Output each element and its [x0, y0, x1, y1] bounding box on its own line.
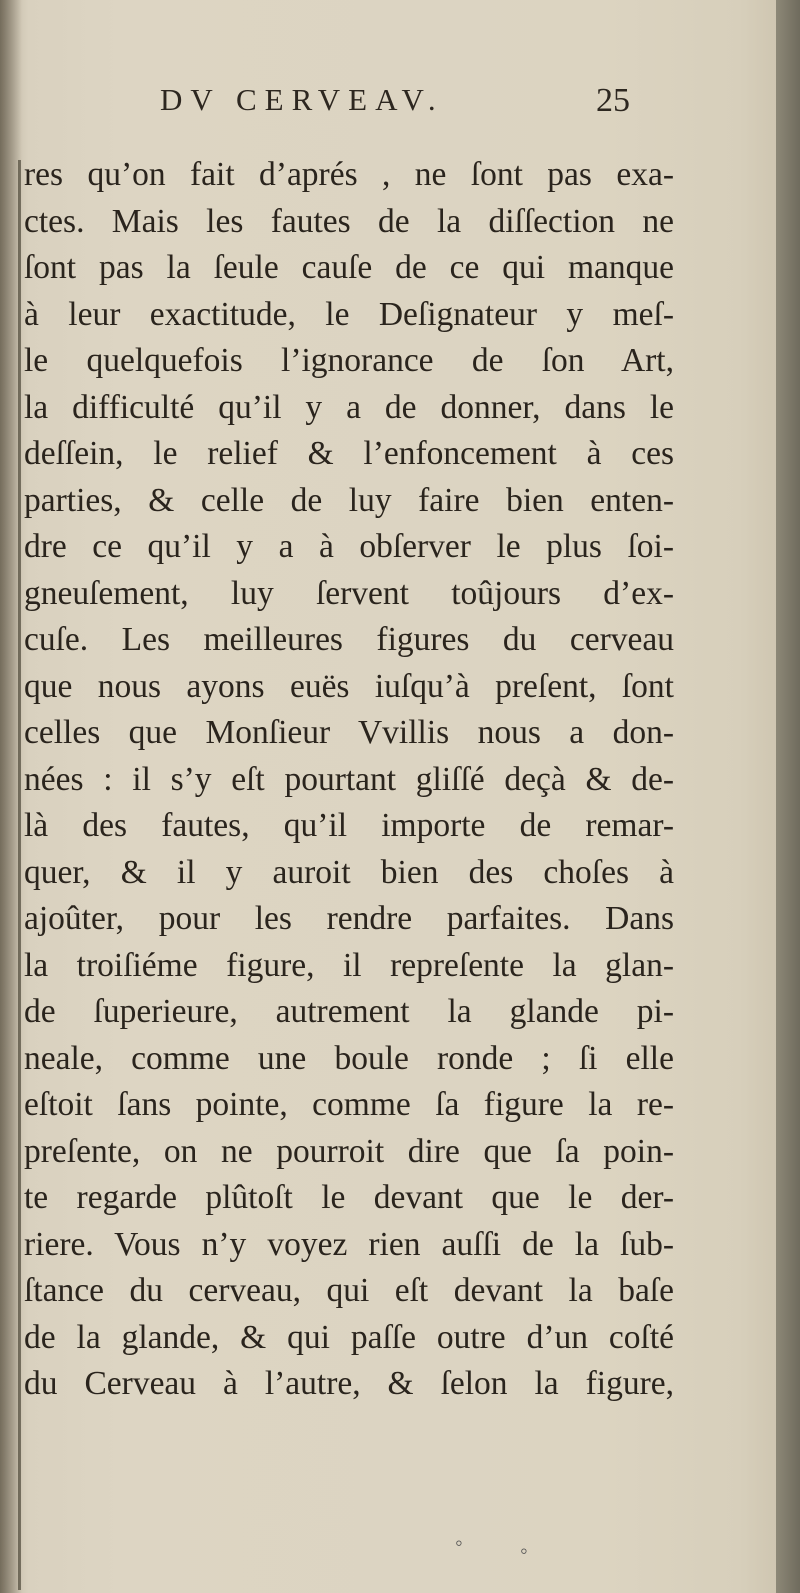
- text-line: deſſein, le relief & l’enfoncement à ces: [24, 435, 674, 472]
- text-line: la difficulté qu’il y a de donner, dans le: [24, 388, 674, 426]
- text-line: res qu’on fait d’aprés , ne ſont pas exa-: [24, 156, 674, 193]
- text-line: eſtoit ſans pointe, comme ſa figure la re-: [24, 1086, 674, 1123]
- text-line: ajoûter, pour les rendre parfaites. Dans: [24, 900, 674, 937]
- text-line: de ſuperieure, autrement la glande pi-: [24, 993, 674, 1030]
- gutter-line: [18, 160, 21, 1590]
- running-title: DV CERVEAV.: [160, 82, 444, 117]
- text-line: du Cerveau à l’autre, & ſelon la figure,: [24, 1365, 674, 1402]
- text-line: à leur exactitude, le Deſignateur y meſ-: [24, 295, 674, 333]
- text-line: gneuſement, luy ſervent toûjours d’ex-: [24, 574, 674, 612]
- text-line: dre ce qu’il y a à obſerver le plus ſoi-: [24, 528, 674, 565]
- text-line: neale, comme une boule ronde ; ſi elle: [24, 1039, 674, 1077]
- text-line: que nous ayons euës iuſqu’à preſent, ſont: [24, 667, 674, 705]
- text-line: riere. Vous n’y voyez rien auſſi de la ſub-: [24, 1225, 674, 1263]
- text-line: la troiſiéme figure, il repreſente la glan-: [24, 946, 674, 984]
- text-line: de la glande, & qui paſſe outre d’un coſté: [24, 1318, 674, 1356]
- text-line: preſente, on ne pourroit dire que ſa poin-: [24, 1132, 674, 1170]
- text-line: celles que Monſieur Vvillis nous a don-: [24, 714, 674, 751]
- text-line: cuſe. Les meilleures figures du cerveau: [24, 621, 674, 658]
- text-line: ſont pas la ſeule cauſe de ce qui manque: [24, 249, 674, 286]
- text-line: le quelquefois l’ignorance de ſon Art,: [24, 342, 674, 379]
- ink-smudge-icon: ◦: [455, 1530, 463, 1555]
- page-edge-shadow: [776, 0, 800, 1593]
- page-number: 25: [596, 82, 630, 119]
- text-line: ctes. Mais les fautes de la diſſection ne: [24, 202, 674, 240]
- text-line: te regarde plûtoſt le devant que le der-: [24, 1179, 674, 1216]
- text-line: ſtance du cerveau, qui eſt devant la baſe: [24, 1272, 674, 1309]
- ink-smudge-icon: ◦: [520, 1538, 528, 1563]
- text-line: parties, & celle de luy faire bien enten-: [24, 481, 674, 519]
- text-line: là des fautes, qu’il importe de remar-: [24, 807, 674, 844]
- page-header: [0, 82, 776, 122]
- body-text: [24, 152, 674, 1408]
- text-line: quer, & il y auroit bien des choſes à: [24, 853, 674, 891]
- text-line: nées : il s’y eſt pourtant gliſſé deçà & de-: [24, 760, 674, 798]
